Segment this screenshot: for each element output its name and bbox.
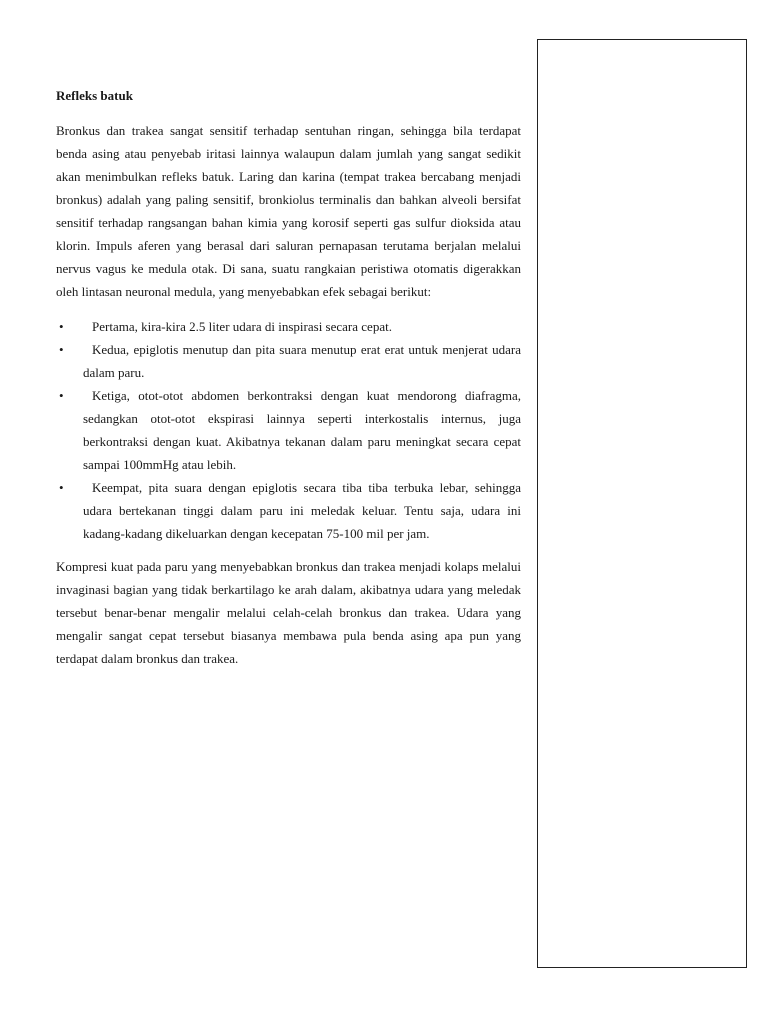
- list-item-text: Ketiga, otot-otot abdomen berkontraksi dengan kuat mendorong diafragma, sedangkan otot-otot ekspirasi lainnya seperti interkostalis internus, juga berkontraksi dengan kuat. Akibatnya tekanan dalam paru meningkat secara cepat sampai 100mmHg atau lebih.: [83, 388, 521, 472]
- list-item: [56, 315, 521, 338]
- paragraph-intro: Bronkus dan trakea sangat sensitif terhadap sentuhan ringan, sehingga bila terdapat benda asing atau penyebab iritasi lainnya walaupun dalam jumlah yang sangat sedikit akan menimbulkan refleks batuk. Laring dan karina (tempat trakea bercabang menjadi bronkus) adalah yang paling sensitif, bronkiolus terminalis dan bahkan alveoli bersifat sensitif terhadap rangsangan bahan kimia yang korosif seperti gas sulfur dioksida atau klorin. Impuls aferen yang berasal dari saluran pernapasan terutama berjalan melalui nervus vagus ke medula otak. Di sana, suatu rangkaian peristiwa otomatis digerakkan oleh lintasan neuronal medula, yang menyebabkan efek sebagai berikut:: [56, 123, 521, 299]
- list-item: [56, 338, 521, 384]
- section-heading: Refleks batuk: [56, 88, 133, 103]
- list-item: [56, 476, 521, 545]
- paragraph-conclusion: Kompresi kuat pada paru yang menyebabkan bronkus dan trakea menjadi kolaps melalui invaginasi bagian yang tidak berkartilago ke arah dalam, akibatnya udara yang meledak tersebut benar-benar mengalir melalui celah-celah bronkus dan trakea. Udara yang mengalir sangat cepat tersebut biasanya membawa pula benda asing apa pun yang terdapat dalam bronkus dan trakea.: [56, 559, 521, 666]
- main-text-column: [56, 84, 521, 670]
- bullet-icon: •: [59, 342, 64, 357]
- bullet-list: [56, 315, 521, 545]
- side-margin-box: [537, 39, 747, 968]
- bullet-icon: •: [59, 480, 64, 495]
- list-item-text: Keempat, pita suara dengan epiglotis secara tiba tiba terbuka lebar, sehingga udara bertekanan tinggi dalam paru ini meledak keluar. Tentu saja, udara ini kadang-kadang dikeluarkan dengan kecepatan 75-100 mil per jam.: [83, 480, 521, 541]
- bullet-icon: •: [59, 319, 64, 334]
- list-item: [56, 384, 521, 476]
- list-item-text: Kedua, epiglotis menutup dan pita suara menutup erat erat untuk menjerat udara dalam paru.: [83, 342, 521, 380]
- bullet-icon: •: [59, 388, 64, 403]
- list-item-text: Pertama, kira-kira 2.5 liter udara di inspirasi secara cepat.: [92, 319, 392, 334]
